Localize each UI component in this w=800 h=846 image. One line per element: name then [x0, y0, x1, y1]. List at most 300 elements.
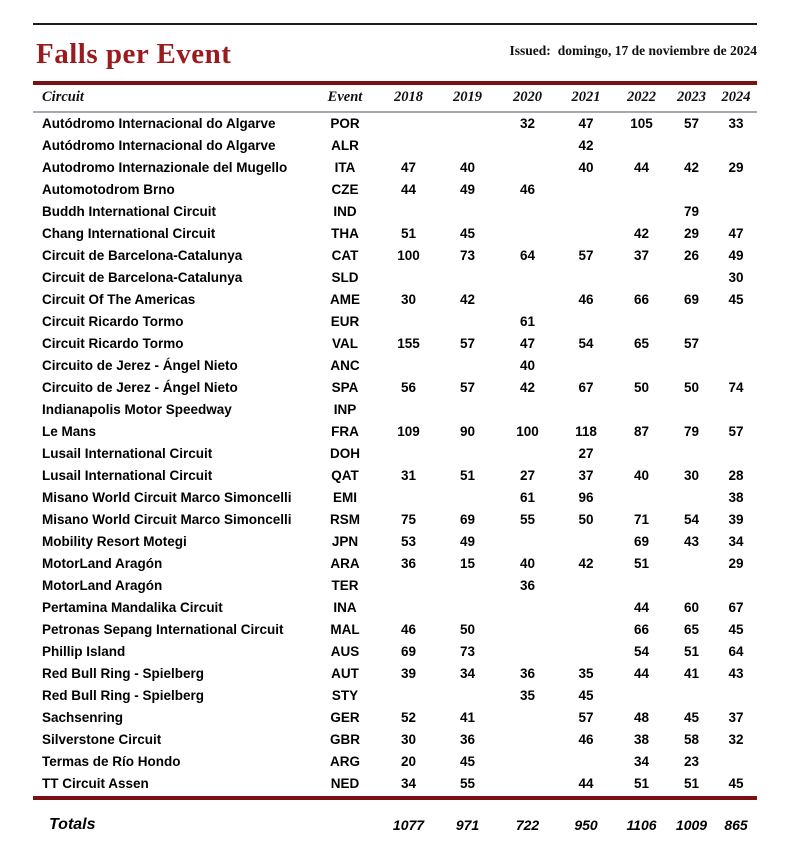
circuit-cell: Petronas Sepang International Circuit [42, 622, 284, 637]
circuit-cell: Automotodrom Brno [42, 182, 175, 197]
falls-count-cell [668, 575, 715, 597]
falls-count-cell [498, 619, 557, 641]
falls-count-cell [715, 685, 757, 707]
falls-count-cell: 38 [728, 490, 744, 505]
falls-count-cell [668, 311, 715, 333]
totals-spacer [310, 800, 380, 842]
falls-count-cell: 67 [578, 380, 594, 395]
falls-count-cell: 42 [683, 160, 700, 175]
event-code-cell: STY [331, 688, 359, 703]
table-row [33, 487, 757, 509]
falls-count-cell: 100 [397, 248, 420, 263]
falls-count-cell: 57 [683, 336, 700, 351]
circuit-cell: Lusail International Circuit [42, 468, 213, 483]
falls-count-cell: 40 [633, 468, 650, 483]
table-row [33, 575, 757, 597]
event-code-cell: GER [330, 710, 360, 725]
falls-count-cell [498, 267, 557, 289]
event-code-cell: EUR [330, 314, 360, 329]
circuit-cell: Indianapolis Motor Speedway [42, 402, 232, 417]
falls-count-cell [437, 135, 498, 157]
falls-count-cell [715, 751, 757, 773]
issued-label: Issued: [509, 43, 551, 58]
falls-count-cell [380, 112, 437, 135]
falls-count-cell: 45 [728, 622, 744, 637]
circuit-cell: Circuit Of The Americas [42, 292, 196, 307]
circuit-cell: Misano World Circuit Marco Simoncelli [42, 512, 292, 527]
table-row [33, 707, 757, 729]
total-2019: 971 [455, 817, 480, 833]
falls-count-cell: 71 [633, 512, 650, 527]
event-code-cell: ARA [330, 556, 360, 571]
falls-count-cell: 39 [400, 666, 417, 681]
falls-count-cell: 54 [683, 512, 700, 527]
column-header-event: Event [310, 85, 380, 112]
falls-count-cell [615, 201, 668, 223]
falls-count-cell: 69 [683, 292, 700, 307]
table-row [33, 421, 757, 443]
falls-count-cell [557, 751, 615, 773]
table-row [33, 685, 757, 707]
falls-count-cell [615, 685, 668, 707]
falls-count-cell: 48 [633, 710, 650, 725]
falls-count-cell: 42 [578, 138, 594, 153]
total-2021: 950 [574, 817, 598, 833]
totals-label: Totals [49, 816, 96, 833]
falls-count-cell: 44 [633, 666, 650, 681]
falls-count-cell [437, 311, 498, 333]
falls-count-cell [668, 135, 715, 157]
circuit-cell: Circuito de Jerez - Ángel Nieto [42, 358, 238, 373]
falls-count-cell: 69 [459, 512, 476, 527]
circuit-cell: Circuit Ricardo Tormo [42, 314, 184, 329]
falls-count-cell [557, 223, 615, 245]
table-row [33, 112, 757, 135]
table-row [33, 355, 757, 377]
circuit-cell: Red Bull Ring - Spielberg [42, 666, 205, 681]
falls-count-cell [715, 311, 757, 333]
falls-count-cell: 90 [459, 424, 476, 439]
falls-count-cell: 46 [578, 292, 594, 307]
falls-count-cell [557, 575, 615, 597]
falls-count-cell: 43 [683, 534, 700, 549]
falls-count-cell: 15 [459, 556, 476, 571]
table-row [33, 641, 757, 663]
falls-count-cell [615, 179, 668, 201]
falls-count-cell: 96 [578, 490, 594, 505]
falls-count-cell [615, 575, 668, 597]
circuit-cell: Termas de Río Hondo [42, 754, 181, 769]
falls-count-cell [498, 201, 557, 223]
falls-count-cell [615, 399, 668, 421]
falls-count-cell: 105 [630, 116, 653, 131]
falls-count-cell: 51 [633, 776, 650, 791]
event-code-cell: QAT [331, 468, 359, 483]
table-row [33, 377, 757, 399]
falls-count-cell [615, 487, 668, 509]
falls-count-cell: 50 [633, 380, 650, 395]
falls-count-cell [715, 399, 757, 421]
circuit-cell: Phillip Island [42, 644, 126, 659]
falls-count-cell: 50 [578, 512, 594, 527]
falls-count-cell: 73 [459, 644, 476, 659]
total-2020: 722 [515, 817, 540, 833]
falls-count-cell [715, 201, 757, 223]
circuit-cell: Red Bull Ring - Spielberg [42, 688, 205, 703]
falls-count-cell: 100 [516, 424, 539, 439]
circuit-cell: Lusail International Circuit [42, 446, 213, 461]
event-code-cell: AUS [330, 644, 360, 659]
falls-count-cell [668, 685, 715, 707]
falls-count-cell: 73 [459, 248, 476, 263]
total-2022: 1106 [626, 817, 657, 833]
falls-count-cell [380, 267, 437, 289]
falls-count-cell: 47 [578, 116, 594, 131]
falls-count-cell: 40 [459, 160, 476, 175]
falls-count-cell: 58 [683, 732, 700, 747]
falls-count-cell: 35 [519, 688, 536, 703]
event-code-cell: SPA [331, 380, 359, 395]
table-row [33, 399, 757, 421]
falls-count-cell: 23 [683, 754, 700, 769]
falls-count-cell: 50 [683, 380, 700, 395]
falls-count-cell [557, 597, 615, 619]
falls-count-cell [437, 201, 498, 223]
falls-count-cell: 56 [400, 380, 417, 395]
falls-count-cell: 46 [400, 622, 417, 637]
falls-count-cell: 37 [633, 248, 650, 263]
falls-count-cell [498, 729, 557, 751]
falls-count-cell: 30 [683, 468, 700, 483]
falls-count-cell: 52 [400, 710, 417, 725]
table-row [33, 289, 757, 311]
falls-count-cell: 51 [400, 226, 417, 241]
falls-count-cell: 29 [683, 226, 700, 241]
table-row [33, 267, 757, 289]
falls-count-cell [668, 399, 715, 421]
falls-count-cell: 27 [578, 446, 594, 461]
total-2024: 865 [724, 817, 748, 833]
report-content [33, 0, 757, 842]
table-row [33, 135, 757, 157]
falls-count-cell [498, 289, 557, 311]
event-code-cell: THA [331, 226, 359, 241]
falls-count-cell [557, 619, 615, 641]
falls-count-cell [380, 685, 437, 707]
column-header-2022: 2022 [615, 85, 668, 112]
falls-count-cell [380, 487, 437, 509]
falls-count-cell [557, 355, 615, 377]
table-row [33, 333, 757, 355]
event-code-cell: VAL [332, 336, 358, 351]
falls-count-cell: 34 [459, 666, 476, 681]
falls-count-cell [715, 179, 757, 201]
falls-count-cell: 28 [728, 468, 744, 483]
falls-count-cell: 42 [459, 292, 476, 307]
total-2023: 1009 [675, 817, 708, 833]
table-row [33, 597, 757, 619]
falls-count-cell: 57 [728, 424, 744, 439]
falls-count-cell: 51 [683, 776, 700, 791]
falls-table [33, 85, 757, 795]
falls-count-cell [557, 641, 615, 663]
totals-row [33, 800, 757, 842]
falls-count-cell [498, 751, 557, 773]
falls-count-cell [437, 575, 498, 597]
falls-count-cell: 32 [728, 732, 744, 747]
table-row [33, 245, 757, 267]
falls-count-cell: 45 [728, 776, 744, 791]
falls-count-cell: 67 [728, 600, 744, 615]
table-row [33, 751, 757, 773]
falls-count-cell: 49 [459, 182, 476, 197]
falls-count-cell: 51 [633, 556, 650, 571]
falls-count-cell: 57 [578, 710, 594, 725]
falls-count-cell: 39 [728, 512, 744, 527]
falls-count-cell [498, 707, 557, 729]
falls-count-cell: 79 [683, 424, 700, 439]
falls-count-cell: 57 [459, 380, 476, 395]
falls-count-cell: 66 [633, 622, 650, 637]
issued-line [509, 43, 757, 70]
falls-count-cell [498, 223, 557, 245]
falls-count-cell: 35 [578, 666, 594, 681]
issued-date: domingo, 17 de noviembre de 2024 [557, 43, 757, 58]
page-title: Falls per Event [36, 38, 232, 70]
falls-count-cell: 44 [578, 776, 594, 791]
table-row [33, 157, 757, 179]
event-code-cell: SLD [331, 270, 359, 285]
table-row [33, 311, 757, 333]
falls-count-cell: 32 [519, 116, 536, 131]
falls-count-cell [380, 135, 437, 157]
falls-count-cell: 36 [519, 666, 536, 681]
falls-count-cell: 50 [459, 622, 476, 637]
falls-count-cell: 87 [633, 424, 650, 439]
table-row [33, 179, 757, 201]
event-code-cell: JPN [331, 534, 359, 549]
falls-count-cell: 47 [519, 336, 536, 351]
event-code-cell: DOH [330, 446, 360, 461]
event-code-cell: CAT [331, 248, 359, 263]
falls-count-cell: 42 [519, 380, 536, 395]
falls-count-cell [437, 443, 498, 465]
circuit-cell: Silverstone Circuit [42, 732, 162, 747]
table-row [33, 531, 757, 553]
table-row [33, 223, 757, 245]
falls-count-cell: 36 [519, 578, 536, 593]
event-code-cell: EMI [332, 490, 357, 505]
event-code-cell: AME [330, 292, 360, 307]
falls-count-cell [437, 685, 498, 707]
column-header-circuit: Circuit [33, 85, 310, 112]
column-header-2024: 2024 [715, 85, 757, 112]
falls-count-cell: 40 [578, 160, 594, 175]
falls-count-cell [380, 575, 437, 597]
table-row [33, 773, 757, 795]
falls-count-cell: 57 [578, 248, 594, 263]
falls-count-cell [557, 201, 615, 223]
event-code-cell: POR [330, 116, 360, 131]
falls-count-cell [498, 773, 557, 795]
table-row [33, 465, 757, 487]
circuit-cell: Circuito de Jerez - Ángel Nieto [42, 380, 238, 395]
falls-count-cell [437, 399, 498, 421]
falls-count-cell: 36 [400, 556, 417, 571]
circuit-cell: Autódromo Internacional do Algarve [42, 116, 276, 131]
falls-count-cell: 61 [519, 490, 536, 505]
event-code-cell: AUT [331, 666, 359, 681]
falls-count-cell [557, 179, 615, 201]
falls-count-cell: 49 [728, 248, 744, 263]
table-row [33, 729, 757, 751]
falls-count-cell: 27 [519, 468, 536, 483]
circuit-cell: Misano World Circuit Marco Simoncelli [42, 490, 292, 505]
falls-count-cell: 37 [578, 468, 594, 483]
falls-count-cell: 51 [683, 644, 700, 659]
falls-count-cell: 45 [683, 710, 700, 725]
falls-count-cell: 44 [633, 600, 650, 615]
falls-count-cell: 41 [459, 710, 476, 725]
event-code-cell: RSM [330, 512, 360, 527]
table-row [33, 619, 757, 641]
falls-count-cell: 43 [728, 666, 744, 681]
falls-count-cell [668, 443, 715, 465]
falls-count-cell: 75 [400, 512, 417, 527]
falls-count-cell [437, 267, 498, 289]
falls-count-cell: 47 [400, 160, 417, 175]
falls-count-cell: 66 [633, 292, 650, 307]
circuit-cell: Sachsenring [42, 710, 124, 725]
event-code-cell: CZE [331, 182, 359, 197]
column-header-2018: 2018 [380, 85, 437, 112]
event-code-cell: GBR [330, 732, 360, 747]
table-row [33, 553, 757, 575]
falls-count-cell [380, 311, 437, 333]
falls-count-cell: 79 [683, 204, 700, 219]
falls-count-cell: 74 [728, 380, 744, 395]
falls-count-cell: 45 [459, 226, 476, 241]
falls-count-cell: 49 [459, 534, 476, 549]
report-header [33, 25, 757, 81]
falls-count-cell: 29 [728, 556, 744, 571]
column-header-2019: 2019 [437, 85, 498, 112]
falls-count-cell: 69 [400, 644, 417, 659]
falls-count-cell [615, 267, 668, 289]
event-code-cell: IND [333, 204, 357, 219]
falls-count-cell [498, 443, 557, 465]
falls-count-cell: 40 [519, 358, 536, 373]
falls-count-cell [668, 355, 715, 377]
circuit-cell: Circuit Ricardo Tormo [42, 336, 184, 351]
falls-count-cell: 36 [459, 732, 476, 747]
falls-count-cell [498, 157, 557, 179]
falls-count-cell [668, 487, 715, 509]
table-row [33, 201, 757, 223]
event-code-cell: TER [331, 578, 359, 593]
falls-count-cell: 118 [575, 424, 597, 439]
falls-count-cell: 65 [683, 622, 700, 637]
falls-count-cell: 54 [578, 336, 594, 351]
falls-count-cell [437, 487, 498, 509]
falls-count-cell: 44 [633, 160, 650, 175]
totals-table [33, 800, 757, 842]
event-code-cell: ANC [330, 358, 360, 373]
falls-count-cell: 53 [400, 534, 417, 549]
falls-count-cell: 45 [459, 754, 476, 769]
event-code-cell: MAL [330, 622, 360, 637]
circuit-cell: Chang International Circuit [42, 226, 216, 241]
event-code-cell: INA [333, 600, 357, 615]
circuit-cell: Pertamina Mandalika Circuit [42, 600, 223, 615]
falls-count-cell [615, 311, 668, 333]
circuit-cell: MotorLand Aragón [42, 556, 163, 571]
falls-count-cell [380, 443, 437, 465]
falls-count-cell [437, 597, 498, 619]
column-header-2023: 2023 [668, 85, 715, 112]
falls-count-cell [380, 399, 437, 421]
falls-count-cell [380, 355, 437, 377]
falls-count-cell: 46 [519, 182, 536, 197]
falls-count-cell [715, 333, 757, 355]
falls-count-cell [437, 112, 498, 135]
falls-count-cell [615, 355, 668, 377]
falls-count-cell [715, 135, 757, 157]
column-header-2020: 2020 [498, 85, 557, 112]
falls-count-cell [498, 597, 557, 619]
falls-count-cell: 40 [519, 556, 536, 571]
falls-count-cell [615, 135, 668, 157]
falls-count-cell [557, 311, 615, 333]
falls-count-cell [498, 135, 557, 157]
falls-count-cell [668, 179, 715, 201]
circuit-cell: Autodromo Internazionale del Mugello [42, 160, 288, 175]
falls-count-cell [557, 531, 615, 553]
table-body [33, 112, 757, 795]
circuit-cell: Buddh International Circuit [42, 204, 216, 219]
falls-count-cell: 47 [728, 226, 744, 241]
falls-count-cell: 55 [519, 512, 536, 527]
event-code-cell: INP [333, 402, 357, 417]
falls-count-cell: 69 [633, 534, 650, 549]
circuit-cell: Circuit de Barcelona-Catalunya [42, 270, 243, 285]
falls-count-cell [715, 443, 757, 465]
event-code-cell: NED [330, 776, 360, 791]
falls-count-cell [668, 553, 715, 575]
table-row [33, 443, 757, 465]
event-code-cell: ARG [330, 754, 360, 769]
falls-count-cell: 30 [400, 732, 417, 747]
falls-count-cell: 42 [578, 556, 594, 571]
falls-count-cell [557, 267, 615, 289]
falls-count-cell: 64 [728, 644, 744, 659]
falls-count-cell: 42 [633, 226, 650, 241]
column-header-2021: 2021 [557, 85, 615, 112]
total-2018: 1077 [392, 817, 425, 833]
falls-count-cell: 57 [683, 116, 700, 131]
circuit-cell: MotorLand Aragón [42, 578, 163, 593]
falls-count-cell: 41 [683, 666, 700, 681]
falls-count-cell [498, 641, 557, 663]
event-code-cell: ALR [331, 138, 359, 153]
circuit-cell: Mobility Resort Motegi [42, 534, 187, 549]
falls-count-cell: 45 [728, 292, 744, 307]
falls-count-cell: 34 [633, 754, 650, 769]
falls-count-cell [715, 355, 757, 377]
falls-count-cell [498, 531, 557, 553]
falls-count-cell [498, 399, 557, 421]
falls-count-cell: 29 [728, 160, 744, 175]
